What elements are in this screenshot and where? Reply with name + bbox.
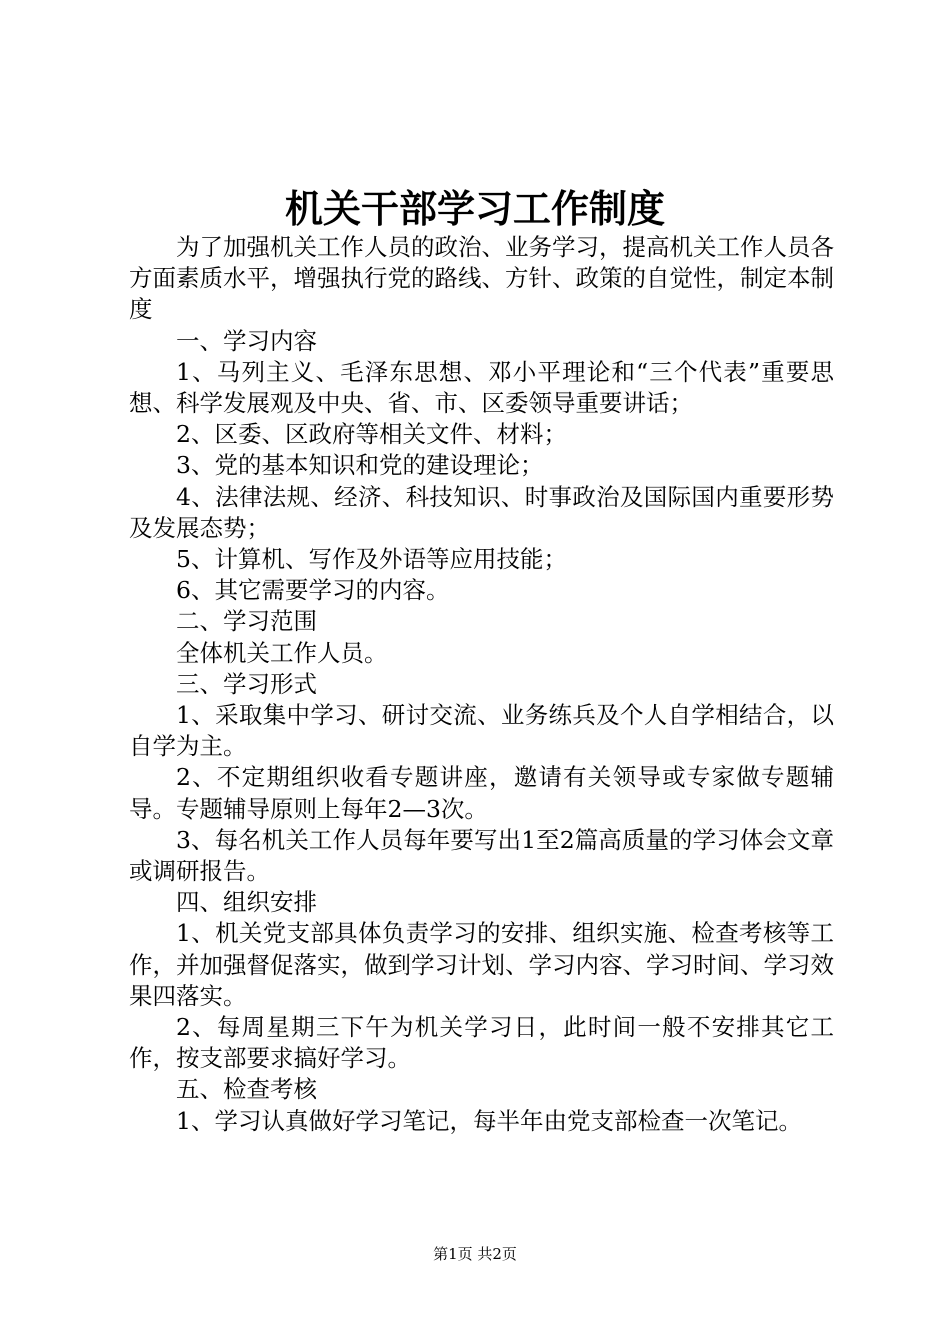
- paragraph-item: 1、马列主义、毛泽东思想、邓小平理论和“三个代表”重要思想、科学发展观及中央、省、市、区委领导重要讲话；: [129, 357, 834, 418]
- paragraph-item: 2、不定期组织收看专题讲座，邀请有关领导或专家做专题辅导。专题辅导原则上每年2—3次。: [129, 763, 834, 823]
- paragraph-item: 4、法律法规、经济、科技知识、时事政治及国际国内重要形势及发展态势；: [129, 482, 834, 542]
- paragraph-item: 1、采取集中学习、研讨交流、业务练兵及个人自学相结合，以自学为主。: [129, 701, 834, 761]
- document-body: [129, 232, 834, 1137]
- paragraph-item: 3、每名机关工作人员每年要写出1至2篇高质量的学习体会文章或调研报告。: [129, 825, 834, 886]
- paragraph-item: 2、每周星期三下午为机关学习日，此时间一般不安排其它工作，按支部要求搞好学习。: [129, 1013, 834, 1073]
- paragraph-item: 1、学习认真做好学习笔记，每半年由党支部检查一次笔记。: [176, 1106, 802, 1135]
- section-heading-inspection: 五、检查考核: [176, 1075, 317, 1104]
- section-heading-organization: 四、组织安排: [176, 888, 317, 917]
- page-title: 机关干部学习工作制度: [284, 186, 665, 231]
- paragraph-intro: 为了加强机关工作人员的政治、业务学习，提高机关工作人员各方面素质水平，增强执行党的路线、方针、政策的自觉性，制定本制度: [129, 233, 834, 324]
- page-indicator: 第1页 共2页: [433, 1245, 517, 1263]
- paragraph-item: 3、党的基本知识和党的建设理论；: [176, 451, 544, 480]
- paragraph-item: 1、机关党支部具体负责学习的安排、组织实施、检查考核等工作，并加强督促落实，做到学习计划、学习内容、学习时间、学习效果四落实。: [129, 919, 834, 1010]
- page-footer: [0, 1244, 950, 1264]
- section-heading-scope: 二、学习范围: [176, 607, 317, 636]
- section-heading-content: 一、学习内容: [176, 326, 317, 355]
- paragraph-item: 6、其它需要学习的内容。: [176, 576, 450, 605]
- section-heading-format: 三、学习形式: [176, 669, 317, 698]
- paragraph-item: 全体机关工作人员。: [176, 638, 388, 667]
- paragraph-item: 2、区委、区政府等相关文件、材料；: [176, 420, 567, 449]
- paragraph-item: 5、计算机、写作及外语等应用技能；: [176, 545, 567, 574]
